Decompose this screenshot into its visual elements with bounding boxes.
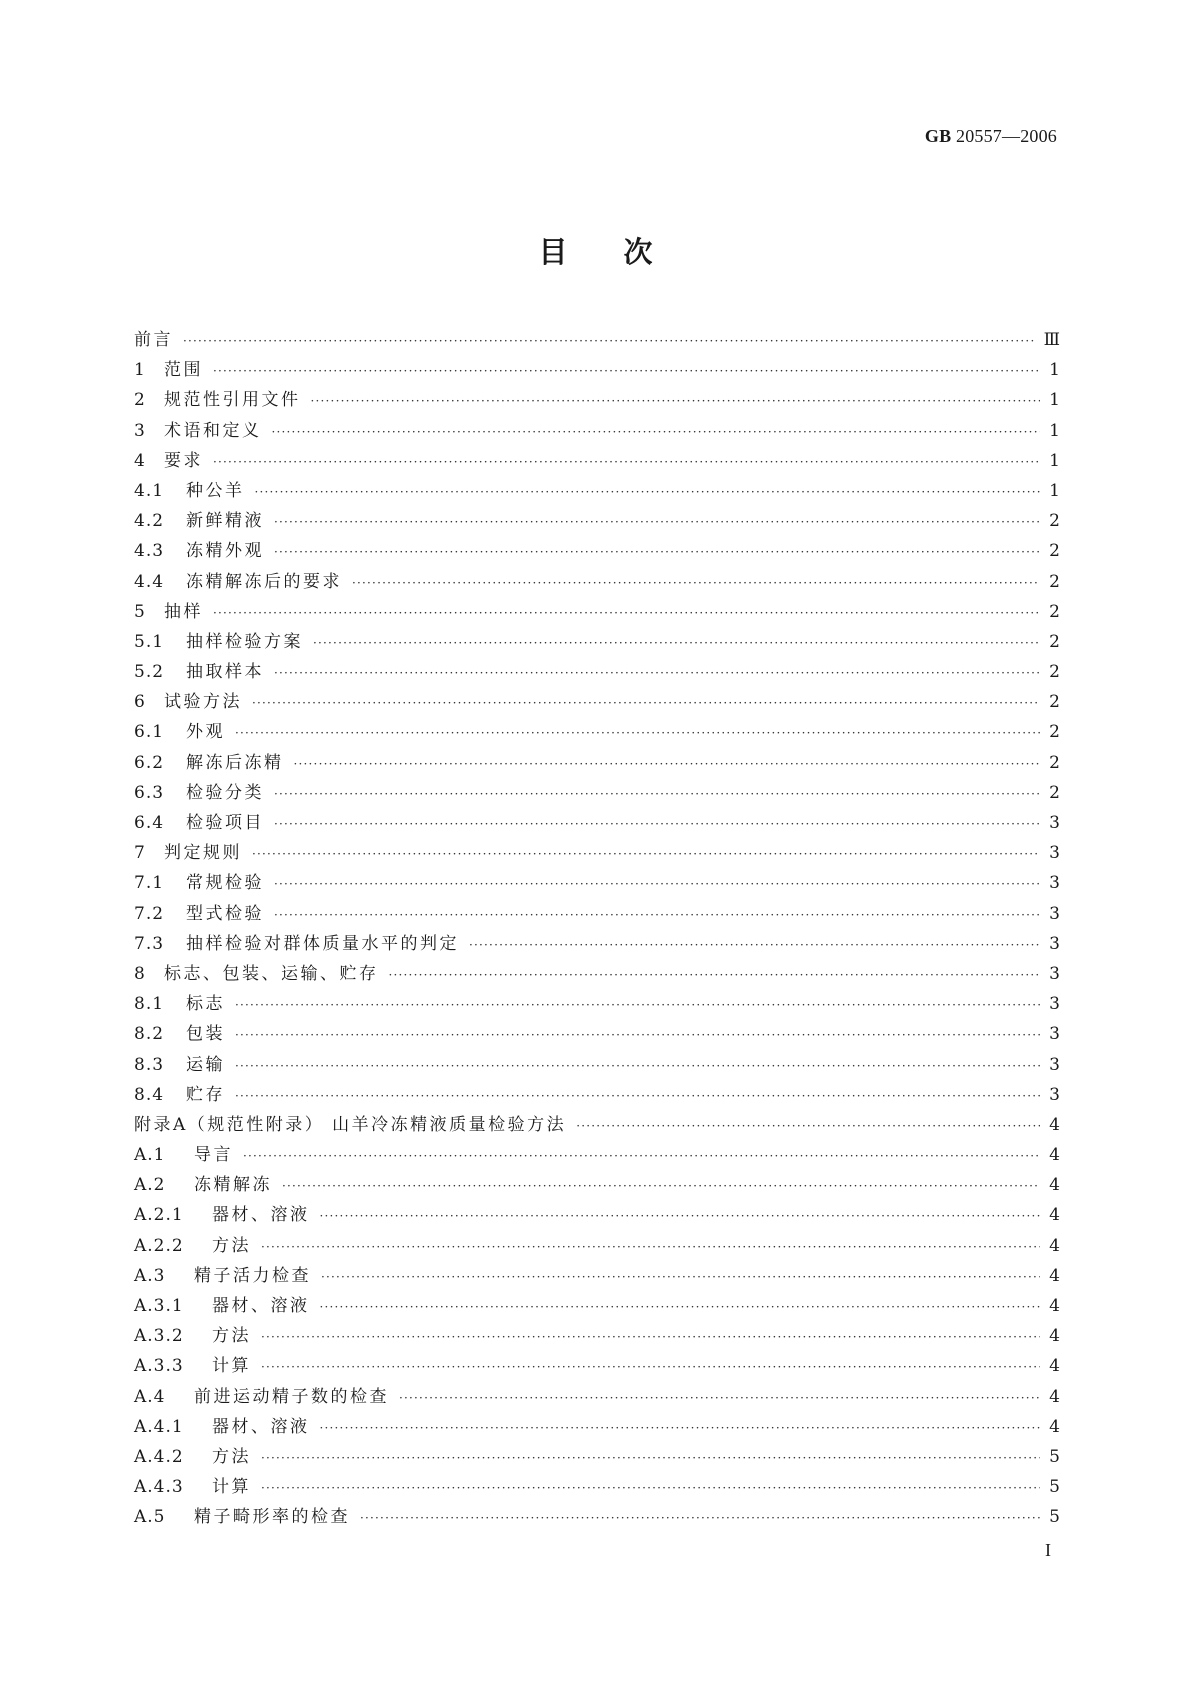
toc-entry-page: 1: [1049, 450, 1060, 471]
toc-entry-label: 解冻后冻精: [186, 752, 284, 773]
toc-entry-title: [134, 385, 301, 410]
toc-entry-page: 5: [1049, 1507, 1060, 1528]
dot-leader: [235, 1059, 1040, 1073]
toc-entry[interactable]: [134, 1412, 1060, 1442]
toc-entry-page: 2: [1049, 782, 1060, 803]
toc-entry[interactable]: [134, 506, 1060, 536]
toc-entry-label: 检验分类: [186, 782, 264, 803]
dot-leader: [352, 576, 1040, 590]
toc-entry-number: A.2: [134, 1175, 166, 1196]
toc-entry-number: A.3.2: [134, 1326, 184, 1347]
toc-entry-page: 5: [1049, 1477, 1060, 1498]
toc-entry-label: 抽样检验对群体质量水平的判定: [186, 933, 459, 954]
toc-entry-page: 4: [1049, 1416, 1060, 1437]
toc-entry-label: 型式检验: [186, 903, 264, 924]
toc-entry-label: 器材、溶液: [212, 1296, 310, 1316]
dot-leader: [183, 334, 1036, 348]
toc-entry-label: 计算: [212, 1356, 251, 1377]
toc-entry-title: [134, 506, 264, 531]
toc-entry-title: [134, 446, 203, 471]
toc-entry-label: 抽取样本: [186, 662, 264, 683]
dot-leader: [311, 394, 1041, 408]
standard-number: [925, 126, 1057, 147]
toc-entry[interactable]: [134, 1351, 1060, 1381]
page-number: I: [1045, 1540, 1051, 1560]
toc-entry-number: 4: [134, 450, 146, 471]
toc-entry-page: 3: [1049, 963, 1060, 984]
toc-entry-label: 规范性引用文件: [164, 390, 301, 411]
toc-entry[interactable]: [134, 385, 1060, 415]
toc-entry-number: 8.2: [134, 1024, 165, 1045]
toc-entry-title: [134, 1019, 225, 1044]
toc-entry-label: 方法: [212, 1446, 251, 1467]
dot-leader: [320, 1300, 1041, 1314]
toc-entry-title: [134, 416, 262, 441]
toc-entry-title: [134, 687, 242, 712]
toc-entry[interactable]: [134, 748, 1060, 778]
toc-entry-page: 3: [1049, 873, 1060, 894]
dot-leader: [282, 1179, 1040, 1193]
toc-entry-number: 7.2: [134, 903, 165, 924]
toc-entry-label: 前言: [134, 330, 173, 350]
dot-leader: [399, 1391, 1040, 1405]
dot-leader: [243, 1149, 1040, 1163]
dot-leader: [274, 666, 1040, 680]
toc-entry-label: 方法: [212, 1235, 251, 1256]
toc-entry[interactable]: [134, 1080, 1060, 1110]
toc-entry-page: 3: [1049, 1054, 1060, 1075]
toc-entry-label: 前进运动精子数的检查: [194, 1386, 389, 1407]
dot-leader: [389, 968, 1041, 982]
toc-entry-number: 5.2: [134, 662, 165, 683]
toc-entry[interactable]: [134, 1291, 1060, 1321]
toc-entry-label: 范围: [164, 360, 203, 381]
toc-entry-label: 标志: [186, 994, 225, 1015]
toc-entry[interactable]: [134, 536, 1060, 566]
toc-entry[interactable]: [134, 355, 1060, 385]
toc-entry-number: 8.3: [134, 1054, 165, 1075]
toc-entry[interactable]: [134, 1502, 1060, 1532]
toc-entry-number: 4.4: [134, 571, 165, 592]
dot-leader: [320, 1421, 1041, 1435]
toc-entry-label: 抽样检验方案: [186, 631, 303, 652]
toc-entry[interactable]: [134, 446, 1060, 476]
toc-entry-label: 新鲜精液: [186, 511, 264, 532]
toc-entry-page: 4: [1049, 1386, 1060, 1407]
toc-entry-page: 4: [1049, 1235, 1060, 1256]
toc-entry[interactable]: [134, 959, 1060, 989]
toc-entry-number: 1: [134, 360, 146, 381]
toc-entry-title: [134, 748, 284, 773]
toc-entry-title: [134, 838, 242, 863]
toc-entry-title: [134, 1291, 310, 1316]
toc-entry-page: 2: [1049, 752, 1060, 773]
toc-entry-label: 冻精解冻: [194, 1175, 272, 1196]
toc-entry-label: 判定规则: [164, 843, 242, 864]
toc-entry-label: 常规检验: [186, 873, 264, 894]
toc-entry-page: 2: [1049, 662, 1060, 683]
toc-entry[interactable]: [134, 1382, 1060, 1412]
toc-entry[interactable]: [134, 1231, 1060, 1261]
toc-entry[interactable]: [134, 1050, 1060, 1080]
toc-entry-number: A.5: [134, 1507, 166, 1528]
toc-entry[interactable]: [134, 476, 1060, 506]
dot-leader: [469, 938, 1040, 952]
dot-leader: [261, 1481, 1040, 1495]
dot-leader: [272, 425, 1041, 439]
toc-entry-title: [134, 808, 264, 833]
toc-entry-page: 2: [1049, 631, 1060, 652]
toc-entry-number: 8.1: [134, 994, 165, 1015]
toc-entry-title: [134, 1502, 350, 1527]
toc-entry-title: [134, 1231, 251, 1256]
toc-entry-label: 贮存: [186, 1084, 225, 1105]
toc-entry-label: 冻精解冻后的要求: [186, 571, 342, 592]
toc-entry-page: 4: [1049, 1265, 1060, 1286]
dot-leader: [255, 485, 1041, 499]
toc-entry-page: 3: [1049, 843, 1060, 864]
toc-entry-page: 2: [1049, 511, 1060, 532]
toc-entry-number: 6.4: [134, 813, 165, 833]
toc-entry-title: [134, 1170, 272, 1195]
dot-leader: [576, 1119, 1040, 1133]
toc-entry-title: [134, 929, 459, 954]
toc-entry-number: A.4: [134, 1386, 166, 1407]
toc-entry-title: [134, 1110, 566, 1135]
toc-entry-page: 2: [1049, 722, 1060, 743]
toc-entry-title: [134, 597, 203, 622]
dot-leader: [261, 1330, 1040, 1344]
toc-entry-label: 器材、溶液: [212, 1416, 310, 1437]
dot-leader: [321, 1270, 1040, 1284]
toc-entry[interactable]: [134, 687, 1060, 717]
toc-entry-number: 6: [134, 692, 146, 713]
dot-leader: [252, 696, 1040, 710]
toc-entry-number: A.2.2: [134, 1235, 184, 1256]
toc-entry-label: 种公羊: [186, 480, 245, 501]
toc-entry-title: [134, 1080, 225, 1105]
dot-leader: [213, 364, 1040, 378]
toc-entry[interactable]: [134, 657, 1060, 687]
toc-entry-title: [134, 1472, 251, 1497]
toc-entry-number: 6.2: [134, 752, 165, 773]
dot-leader: [360, 1511, 1040, 1525]
dot-leader: [274, 787, 1040, 801]
toc-entry[interactable]: [134, 627, 1060, 657]
page-title: 目次: [538, 235, 709, 269]
toc-entry-page: 4: [1049, 1296, 1060, 1316]
toc-entry-page: 4: [1049, 1114, 1060, 1135]
toc-entry-number: A.4.3: [134, 1477, 184, 1498]
dot-leader: [294, 757, 1041, 771]
dot-leader: [261, 1360, 1040, 1374]
toc-entry[interactable]: [134, 416, 1060, 446]
toc-entry[interactable]: [134, 868, 1060, 898]
toc-entry-number: A.4.2: [134, 1446, 184, 1467]
toc-entry-page: 5: [1049, 1446, 1060, 1467]
toc-entry-page: 2: [1049, 541, 1060, 562]
toc-entry-page: 1: [1049, 480, 1060, 501]
toc-entry-number: 2: [134, 390, 146, 411]
toc-entry-page: 1: [1049, 420, 1060, 441]
dot-leader: [274, 545, 1040, 559]
toc-entry-title: [134, 1351, 251, 1376]
toc-entry-label: 术语和定义: [164, 420, 262, 441]
toc-entry-title: [134, 536, 264, 561]
toc-entry-title: [134, 868, 264, 893]
toc-entry-label: 试验方法: [164, 692, 242, 713]
toc-entry-label: 外观: [186, 722, 225, 743]
dot-leader: [235, 1028, 1040, 1042]
standard-code: 20557—2006: [951, 126, 1057, 146]
toc-entry-label: 精子畸形率的检查: [194, 1507, 350, 1528]
toc-entry-page: 2: [1049, 571, 1060, 592]
toc-entry-label: 冻精外观: [186, 541, 264, 562]
toc-entry-title: [134, 899, 264, 924]
dot-leader: [274, 908, 1040, 922]
toc-entry[interactable]: [134, 1261, 1060, 1291]
toc-entry-number: A.2.1: [134, 1205, 184, 1226]
toc-entry-number: A.3: [134, 1265, 166, 1286]
toc-entry-number: A.3.1: [134, 1296, 184, 1316]
toc-entry-label: 检验项目: [186, 813, 264, 833]
toc-entry[interactable]: [134, 989, 1060, 1019]
dot-leader: [261, 1451, 1040, 1465]
toc-entry-page: 1: [1049, 390, 1060, 411]
toc-entry-number: 8: [134, 963, 146, 984]
toc-entry-number: 8.4: [134, 1084, 165, 1105]
toc-entry-label: 器材、溶液: [212, 1205, 310, 1226]
toc-entry-title: [134, 989, 225, 1014]
toc-entry-number: 4.2: [134, 511, 165, 532]
toc-entry-number: 7.3: [134, 933, 165, 954]
toc-entry-title: [134, 1050, 225, 1075]
table-of-contents: [134, 325, 1060, 1533]
toc-entry[interactable]: [134, 1442, 1060, 1472]
toc-entry-title: [134, 1140, 233, 1165]
toc-entry[interactable]: [134, 325, 1060, 355]
toc-entry-title: [134, 476, 245, 501]
toc-entry[interactable]: [134, 1200, 1060, 1230]
dot-leader: [274, 877, 1040, 891]
toc-entry-number: 4.1: [134, 480, 165, 501]
toc-entry-title: [134, 1321, 251, 1346]
toc-entry-page: 4: [1049, 1175, 1060, 1196]
toc-entry-number: A.3.3: [134, 1356, 184, 1377]
toc-entry[interactable]: [134, 1321, 1060, 1351]
toc-entry-label: 运输: [186, 1054, 225, 1075]
dot-leader: [274, 817, 1040, 831]
toc-entry-label: 包装: [186, 1024, 225, 1045]
toc-entry-label: 导言: [194, 1145, 233, 1166]
toc-entry-page: 3: [1049, 1024, 1060, 1045]
toc-entry-title: [134, 717, 225, 742]
toc-entry[interactable]: [134, 1110, 1060, 1140]
toc-entry-number: 5.1: [134, 631, 165, 652]
dot-leader: [235, 998, 1040, 1012]
toc-entry-label: 标志、包装、运输、贮存: [164, 963, 379, 984]
toc-entry-number: 4.3: [134, 541, 165, 562]
toc-entry-label: 计算: [212, 1477, 251, 1498]
toc-entry-title: [134, 1261, 311, 1286]
toc-entry-title: [134, 657, 264, 682]
toc-entry-title: [134, 1382, 389, 1407]
toc-entry-page: 1: [1049, 360, 1060, 381]
toc-entry[interactable]: [134, 929, 1060, 959]
dot-leader: [213, 455, 1040, 469]
toc-entry-label: 精子活力检查: [194, 1265, 311, 1286]
toc-entry-page: 4: [1049, 1205, 1060, 1226]
toc-entry[interactable]: [134, 778, 1060, 808]
toc-entry-number: 3: [134, 420, 146, 441]
toc-entry-label: 方法: [212, 1326, 251, 1347]
toc-entry-page: 2: [1049, 692, 1060, 713]
dot-leader: [313, 636, 1040, 650]
toc-entry-page: 4: [1049, 1356, 1060, 1377]
toc-entry-page: 3: [1049, 813, 1060, 833]
toc-entry-title: [134, 325, 173, 350]
dot-leader: [213, 606, 1040, 620]
toc-entry[interactable]: [134, 597, 1060, 627]
toc-entry-label: 抽样: [164, 601, 203, 622]
toc-entry-page: 3: [1049, 903, 1060, 924]
toc-entry-number: 7: [134, 843, 146, 864]
toc-entry-number: A.4.1: [134, 1416, 184, 1437]
toc-entry[interactable]: [134, 1019, 1060, 1049]
toc-entry[interactable]: [134, 567, 1060, 597]
toc-entry-number: 7.1: [134, 873, 165, 894]
toc-entry-title: [134, 567, 342, 592]
dot-leader: [235, 726, 1040, 740]
toc-entry-page: 4: [1049, 1145, 1060, 1166]
toc-entry-title: [134, 627, 303, 652]
toc-entry-title: [134, 959, 379, 984]
dot-leader: [261, 1240, 1040, 1254]
toc-entry-number: 6.1: [134, 722, 165, 743]
toc-entry-page: Ⅲ: [1043, 330, 1060, 350]
toc-entry-number: 6.3: [134, 782, 165, 803]
toc-entry-number: A.1: [134, 1145, 166, 1166]
toc-entry[interactable]: [134, 899, 1060, 929]
toc-entry[interactable]: [134, 838, 1060, 868]
toc-entry-page: 3: [1049, 933, 1060, 954]
dot-leader: [320, 1209, 1041, 1223]
toc-entry-page: 2: [1049, 601, 1060, 622]
dot-leader: [235, 1089, 1040, 1103]
toc-entry-page: 3: [1049, 994, 1060, 1015]
toc-entry-label: 要求: [164, 450, 203, 471]
dot-leader: [274, 515, 1040, 529]
toc-entry[interactable]: [134, 717, 1060, 747]
toc-entry-page: 3: [1049, 1084, 1060, 1105]
toc-entry[interactable]: [134, 1170, 1060, 1200]
dot-leader: [252, 847, 1040, 861]
toc-entry-title: [134, 1412, 310, 1437]
toc-entry[interactable]: [134, 1472, 1060, 1502]
toc-entry-title: [134, 1442, 251, 1467]
toc-entry[interactable]: [134, 808, 1060, 838]
toc-entry-title: [134, 355, 203, 380]
standard-prefix: GB: [924, 126, 952, 146]
toc-entry-title: [134, 778, 264, 803]
toc-entry-label: 附录A（规范性附录） 山羊冷冻精液质量检验方法: [134, 1114, 567, 1135]
toc-entry-page: 4: [1049, 1326, 1060, 1347]
toc-entry-number: 5: [134, 601, 146, 622]
toc-entry[interactable]: [134, 1140, 1060, 1170]
toc-entry-title: [134, 1200, 310, 1225]
